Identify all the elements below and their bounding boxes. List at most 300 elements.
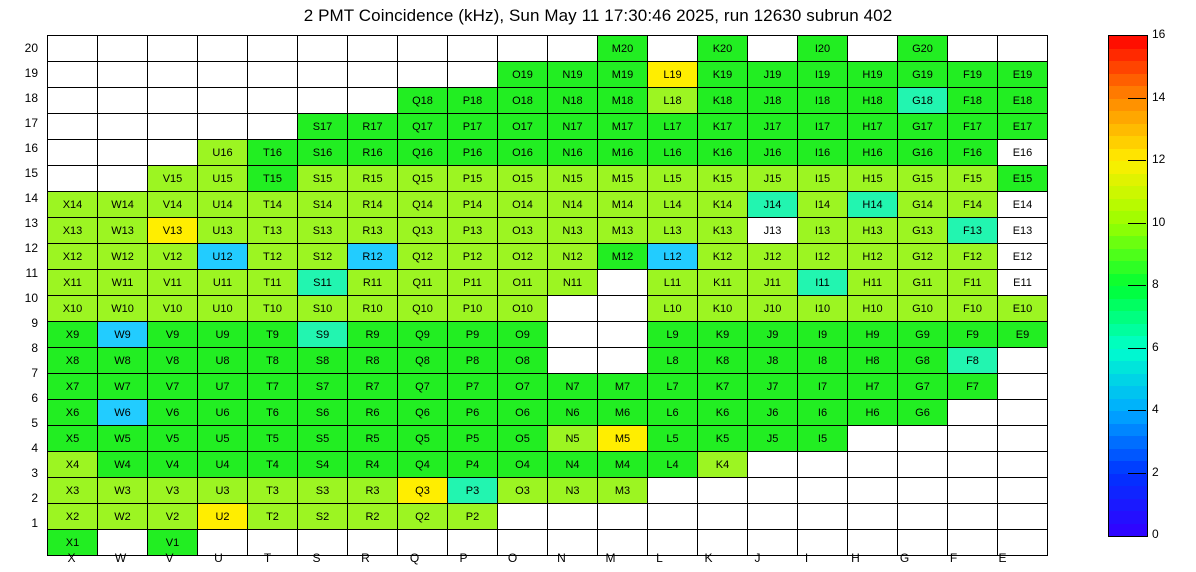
heatmap-cell[interactable]: Q16 xyxy=(398,140,448,166)
heatmap-cell[interactable]: U8 xyxy=(198,348,248,374)
heatmap-cell[interactable] xyxy=(598,504,648,530)
heatmap-cell[interactable]: Q12 xyxy=(398,244,448,270)
heatmap-cell[interactable]: K18 xyxy=(698,88,748,114)
heatmap-cell[interactable] xyxy=(748,452,798,478)
heatmap-cell[interactable]: V14 xyxy=(148,192,198,218)
heatmap-cell[interactable]: I6 xyxy=(798,400,848,426)
heatmap-cell[interactable]: G13 xyxy=(898,218,948,244)
heatmap-cell[interactable] xyxy=(498,36,548,62)
heatmap-cell[interactable]: P11 xyxy=(448,270,498,296)
heatmap-cell[interactable]: K12 xyxy=(698,244,748,270)
heatmap-cell[interactable]: M5 xyxy=(598,426,648,452)
heatmap-cell[interactable]: P15 xyxy=(448,166,498,192)
heatmap-cell[interactable] xyxy=(98,62,148,88)
heatmap-cell[interactable]: R4 xyxy=(348,452,398,478)
heatmap-cell[interactable]: Q14 xyxy=(398,192,448,218)
heatmap-cell[interactable]: L4 xyxy=(648,452,698,478)
heatmap-cell[interactable] xyxy=(798,504,848,530)
heatmap-cell[interactable] xyxy=(98,36,148,62)
heatmap-cell[interactable] xyxy=(848,478,898,504)
heatmap-cell[interactable]: E14 xyxy=(998,192,1048,218)
heatmap-cell[interactable]: X8 xyxy=(48,348,98,374)
heatmap-cell[interactable]: K15 xyxy=(698,166,748,192)
heatmap-cell[interactable] xyxy=(298,88,348,114)
heatmap-cell[interactable]: O3 xyxy=(498,478,548,504)
heatmap-cell[interactable]: P2 xyxy=(448,504,498,530)
heatmap-cell[interactable] xyxy=(448,36,498,62)
heatmap-cell[interactable]: V9 xyxy=(148,322,198,348)
heatmap-cell[interactable] xyxy=(98,140,148,166)
heatmap-cell[interactable]: G18 xyxy=(898,88,948,114)
heatmap-cell[interactable]: L9 xyxy=(648,322,698,348)
heatmap-cell[interactable]: V4 xyxy=(148,452,198,478)
heatmap-cell[interactable]: T2 xyxy=(248,504,298,530)
heatmap-cell[interactable]: M18 xyxy=(598,88,648,114)
heatmap-cell[interactable]: H18 xyxy=(848,88,898,114)
heatmap-cell[interactable]: E9 xyxy=(998,322,1048,348)
heatmap-cell[interactable]: X12 xyxy=(48,244,98,270)
heatmap-cell[interactable]: O17 xyxy=(498,114,548,140)
heatmap-cell[interactable]: I12 xyxy=(798,244,848,270)
heatmap-cell[interactable] xyxy=(698,504,748,530)
heatmap-cell[interactable]: S3 xyxy=(298,478,348,504)
heatmap-cell[interactable]: S12 xyxy=(298,244,348,270)
heatmap-cell[interactable] xyxy=(998,452,1048,478)
heatmap-cell[interactable] xyxy=(998,374,1048,400)
heatmap-cell[interactable]: E19 xyxy=(998,62,1048,88)
heatmap-cell[interactable] xyxy=(348,36,398,62)
heatmap-cell[interactable]: M13 xyxy=(598,218,648,244)
heatmap-cell[interactable] xyxy=(598,270,648,296)
heatmap-cell[interactable]: M4 xyxy=(598,452,648,478)
heatmap-cell[interactable]: E16 xyxy=(998,140,1048,166)
heatmap-cell[interactable]: L14 xyxy=(648,192,698,218)
heatmap-cell[interactable]: X4 xyxy=(48,452,98,478)
heatmap-cell[interactable]: L12 xyxy=(648,244,698,270)
heatmap-cell[interactable]: V13 xyxy=(148,218,198,244)
heatmap-cell[interactable]: L18 xyxy=(648,88,698,114)
heatmap-cell[interactable]: O18 xyxy=(498,88,548,114)
heatmap-cell[interactable]: H11 xyxy=(848,270,898,296)
heatmap-cell[interactable]: U14 xyxy=(198,192,248,218)
heatmap-cell[interactable]: P18 xyxy=(448,88,498,114)
heatmap-cell[interactable]: N3 xyxy=(548,478,598,504)
heatmap-cell[interactable] xyxy=(998,400,1048,426)
heatmap-cell[interactable]: Q15 xyxy=(398,166,448,192)
heatmap-cell[interactable]: Q10 xyxy=(398,296,448,322)
heatmap-cell[interactable]: G7 xyxy=(898,374,948,400)
heatmap-cell[interactable] xyxy=(98,114,148,140)
heatmap-cell[interactable]: T12 xyxy=(248,244,298,270)
heatmap-cell[interactable]: V15 xyxy=(148,166,198,192)
heatmap-cell[interactable]: G12 xyxy=(898,244,948,270)
heatmap-cell[interactable]: W6 xyxy=(98,400,148,426)
heatmap-cell[interactable]: S16 xyxy=(298,140,348,166)
heatmap-cell[interactable]: G8 xyxy=(898,348,948,374)
heatmap-cell[interactable]: S14 xyxy=(298,192,348,218)
heatmap-cell[interactable]: K17 xyxy=(698,114,748,140)
heatmap-cell[interactable]: H14 xyxy=(848,192,898,218)
heatmap-cell[interactable]: L19 xyxy=(648,62,698,88)
heatmap-cell[interactable]: X6 xyxy=(48,400,98,426)
heatmap-cell[interactable] xyxy=(598,322,648,348)
heatmap-cell[interactable]: G10 xyxy=(898,296,948,322)
heatmap-cell[interactable] xyxy=(548,322,598,348)
heatmap-cell[interactable]: K14 xyxy=(698,192,748,218)
heatmap-cell[interactable]: K8 xyxy=(698,348,748,374)
heatmap-cell[interactable] xyxy=(748,504,798,530)
heatmap-cell[interactable]: I8 xyxy=(798,348,848,374)
heatmap-cell[interactable] xyxy=(948,452,998,478)
heatmap-cell[interactable]: H13 xyxy=(848,218,898,244)
heatmap-cell[interactable] xyxy=(348,88,398,114)
heatmap-cell[interactable]: T3 xyxy=(248,478,298,504)
heatmap-cell[interactable]: J6 xyxy=(748,400,798,426)
heatmap-cell[interactable]: H12 xyxy=(848,244,898,270)
heatmap-cell[interactable]: O6 xyxy=(498,400,548,426)
heatmap-cell[interactable]: V11 xyxy=(148,270,198,296)
heatmap-cell[interactable]: N18 xyxy=(548,88,598,114)
heatmap-cell[interactable] xyxy=(148,88,198,114)
heatmap-cell[interactable]: V12 xyxy=(148,244,198,270)
heatmap-cell[interactable]: Q17 xyxy=(398,114,448,140)
heatmap-cell[interactable] xyxy=(848,452,898,478)
heatmap-cell[interactable]: W5 xyxy=(98,426,148,452)
heatmap-cell[interactable] xyxy=(48,166,98,192)
heatmap-cell[interactable]: M20 xyxy=(598,36,648,62)
heatmap-cell[interactable]: P9 xyxy=(448,322,498,348)
heatmap-cell[interactable]: H6 xyxy=(848,400,898,426)
heatmap-cell[interactable]: J19 xyxy=(748,62,798,88)
heatmap-cell[interactable] xyxy=(898,452,948,478)
heatmap-cell[interactable]: W3 xyxy=(98,478,148,504)
heatmap-cell[interactable] xyxy=(798,478,848,504)
heatmap-cell[interactable]: W14 xyxy=(98,192,148,218)
heatmap-cell[interactable]: H10 xyxy=(848,296,898,322)
heatmap-cell[interactable]: H19 xyxy=(848,62,898,88)
heatmap-cell[interactable]: O16 xyxy=(498,140,548,166)
heatmap-cell[interactable] xyxy=(898,478,948,504)
heatmap-cell[interactable]: M15 xyxy=(598,166,648,192)
heatmap-cell[interactable] xyxy=(48,62,98,88)
heatmap-cell[interactable]: X5 xyxy=(48,426,98,452)
heatmap-cell[interactable]: K7 xyxy=(698,374,748,400)
heatmap-cell[interactable]: G20 xyxy=(898,36,948,62)
heatmap-cell[interactable]: I9 xyxy=(798,322,848,348)
heatmap-cell[interactable]: O10 xyxy=(498,296,548,322)
heatmap-cell[interactable]: L11 xyxy=(648,270,698,296)
heatmap-cell[interactable]: P16 xyxy=(448,140,498,166)
heatmap-cell[interactable]: S10 xyxy=(298,296,348,322)
heatmap-cell[interactable]: M12 xyxy=(598,244,648,270)
heatmap-cell[interactable]: T6 xyxy=(248,400,298,426)
heatmap-cell[interactable]: W4 xyxy=(98,452,148,478)
heatmap-cell[interactable] xyxy=(198,36,248,62)
heatmap-cell[interactable] xyxy=(298,62,348,88)
heatmap-cell[interactable]: T5 xyxy=(248,426,298,452)
heatmap-cell[interactable] xyxy=(198,88,248,114)
heatmap-cell[interactable]: O13 xyxy=(498,218,548,244)
heatmap-cell[interactable]: I20 xyxy=(798,36,848,62)
heatmap-cell[interactable]: P13 xyxy=(448,218,498,244)
heatmap-cell[interactable]: R7 xyxy=(348,374,398,400)
heatmap-cell[interactable]: R14 xyxy=(348,192,398,218)
heatmap-cell[interactable]: S13 xyxy=(298,218,348,244)
heatmap-cell[interactable]: F15 xyxy=(948,166,998,192)
heatmap-cell[interactable]: O4 xyxy=(498,452,548,478)
heatmap-cell[interactable]: R10 xyxy=(348,296,398,322)
heatmap-cell[interactable]: M7 xyxy=(598,374,648,400)
heatmap-cell[interactable]: H17 xyxy=(848,114,898,140)
heatmap-cell[interactable] xyxy=(848,504,898,530)
heatmap-cell[interactable] xyxy=(848,426,898,452)
heatmap-cell[interactable]: R11 xyxy=(348,270,398,296)
heatmap-cell[interactable]: Q4 xyxy=(398,452,448,478)
heatmap-cell[interactable]: U13 xyxy=(198,218,248,244)
heatmap-cell[interactable] xyxy=(998,478,1048,504)
heatmap-cell[interactable]: R13 xyxy=(348,218,398,244)
heatmap-cell[interactable]: K4 xyxy=(698,452,748,478)
heatmap-cell[interactable]: P5 xyxy=(448,426,498,452)
heatmap-cell[interactable]: F9 xyxy=(948,322,998,348)
heatmap-cell[interactable]: Q2 xyxy=(398,504,448,530)
heatmap-cell[interactable]: N16 xyxy=(548,140,598,166)
heatmap-cell[interactable]: Q9 xyxy=(398,322,448,348)
heatmap-cell[interactable]: X3 xyxy=(48,478,98,504)
heatmap-cell[interactable]: J16 xyxy=(748,140,798,166)
heatmap-cell[interactable]: P17 xyxy=(448,114,498,140)
heatmap-cell[interactable]: V2 xyxy=(148,504,198,530)
heatmap-cell[interactable] xyxy=(298,36,348,62)
heatmap-cell[interactable]: S4 xyxy=(298,452,348,478)
heatmap-cell[interactable]: S5 xyxy=(298,426,348,452)
heatmap-cell[interactable]: N12 xyxy=(548,244,598,270)
heatmap-cell[interactable]: T15 xyxy=(248,166,298,192)
heatmap-cell[interactable]: F14 xyxy=(948,192,998,218)
heatmap-cell[interactable] xyxy=(948,504,998,530)
heatmap-cell[interactable]: M19 xyxy=(598,62,648,88)
heatmap-cell[interactable]: G16 xyxy=(898,140,948,166)
heatmap-cell[interactable]: Q11 xyxy=(398,270,448,296)
heatmap-cell[interactable]: O12 xyxy=(498,244,548,270)
heatmap-cell[interactable]: L8 xyxy=(648,348,698,374)
heatmap-cell[interactable]: J12 xyxy=(748,244,798,270)
heatmap-cell[interactable]: L6 xyxy=(648,400,698,426)
heatmap-cell[interactable] xyxy=(248,62,298,88)
heatmap-cell[interactable]: T7 xyxy=(248,374,298,400)
heatmap-cell[interactable] xyxy=(598,348,648,374)
heatmap-cell[interactable]: U9 xyxy=(198,322,248,348)
heatmap-cell[interactable]: R16 xyxy=(348,140,398,166)
heatmap-cell[interactable]: I14 xyxy=(798,192,848,218)
heatmap-cell[interactable]: G6 xyxy=(898,400,948,426)
heatmap-cell[interactable]: R15 xyxy=(348,166,398,192)
heatmap-cell[interactable]: T16 xyxy=(248,140,298,166)
heatmap-cell[interactable]: M16 xyxy=(598,140,648,166)
heatmap-cell[interactable]: P12 xyxy=(448,244,498,270)
heatmap-cell[interactable]: F11 xyxy=(948,270,998,296)
heatmap-cell[interactable]: K5 xyxy=(698,426,748,452)
heatmap-cell[interactable]: I7 xyxy=(798,374,848,400)
heatmap-cell[interactable]: K11 xyxy=(698,270,748,296)
heatmap-cell[interactable]: F17 xyxy=(948,114,998,140)
heatmap-cell[interactable]: N14 xyxy=(548,192,598,218)
heatmap-cell[interactable]: T10 xyxy=(248,296,298,322)
heatmap-cell[interactable]: E18 xyxy=(998,88,1048,114)
heatmap-cell[interactable]: R9 xyxy=(348,322,398,348)
heatmap-cell[interactable]: Q7 xyxy=(398,374,448,400)
heatmap-cell[interactable]: G19 xyxy=(898,62,948,88)
heatmap-cell[interactable] xyxy=(698,478,748,504)
heatmap-cell[interactable]: L7 xyxy=(648,374,698,400)
heatmap-cell[interactable] xyxy=(948,400,998,426)
heatmap-cell[interactable]: E10 xyxy=(998,296,1048,322)
heatmap-cell[interactable] xyxy=(98,166,148,192)
heatmap-cell[interactable]: R2 xyxy=(348,504,398,530)
heatmap-cell[interactable]: N4 xyxy=(548,452,598,478)
heatmap-cell[interactable]: O8 xyxy=(498,348,548,374)
heatmap-cell[interactable]: P7 xyxy=(448,374,498,400)
heatmap-cell[interactable] xyxy=(248,88,298,114)
heatmap-cell[interactable]: H7 xyxy=(848,374,898,400)
heatmap-cell[interactable]: G15 xyxy=(898,166,948,192)
heatmap-cell[interactable]: E13 xyxy=(998,218,1048,244)
heatmap-cell[interactable]: I17 xyxy=(798,114,848,140)
heatmap-cell[interactable]: T4 xyxy=(248,452,298,478)
heatmap-cell[interactable]: S9 xyxy=(298,322,348,348)
heatmap-cell[interactable] xyxy=(648,504,698,530)
heatmap-cell[interactable] xyxy=(48,88,98,114)
heatmap-cell[interactable]: L15 xyxy=(648,166,698,192)
heatmap-cell[interactable] xyxy=(248,114,298,140)
heatmap-cell[interactable]: U11 xyxy=(198,270,248,296)
heatmap-cell[interactable]: V10 xyxy=(148,296,198,322)
heatmap-cell[interactable]: J8 xyxy=(748,348,798,374)
heatmap-cell[interactable]: X7 xyxy=(48,374,98,400)
heatmap-cell[interactable] xyxy=(198,114,248,140)
heatmap-cell[interactable]: U3 xyxy=(198,478,248,504)
heatmap-cell[interactable]: X13 xyxy=(48,218,98,244)
heatmap-cell[interactable]: H9 xyxy=(848,322,898,348)
heatmap-cell[interactable]: K19 xyxy=(698,62,748,88)
heatmap-cell[interactable]: I13 xyxy=(798,218,848,244)
heatmap-cell[interactable]: G9 xyxy=(898,322,948,348)
heatmap-cell[interactable] xyxy=(648,478,698,504)
heatmap-cell[interactable]: E11 xyxy=(998,270,1048,296)
heatmap-cell[interactable]: V7 xyxy=(148,374,198,400)
heatmap-cell[interactable]: O14 xyxy=(498,192,548,218)
heatmap-cell[interactable]: M3 xyxy=(598,478,648,504)
heatmap-cell[interactable]: J10 xyxy=(748,296,798,322)
heatmap-cell[interactable] xyxy=(148,36,198,62)
heatmap-cell[interactable] xyxy=(798,452,848,478)
heatmap-cell[interactable] xyxy=(398,36,448,62)
heatmap-cell[interactable]: R3 xyxy=(348,478,398,504)
heatmap-cell[interactable]: N11 xyxy=(548,270,598,296)
heatmap-cell[interactable]: U2 xyxy=(198,504,248,530)
heatmap-cell[interactable] xyxy=(548,504,598,530)
heatmap-cell[interactable] xyxy=(948,426,998,452)
heatmap-cell[interactable] xyxy=(348,62,398,88)
heatmap-cell[interactable]: X9 xyxy=(48,322,98,348)
heatmap-cell[interactable]: X2 xyxy=(48,504,98,530)
heatmap-cell[interactable]: O15 xyxy=(498,166,548,192)
heatmap-cell[interactable]: Q6 xyxy=(398,400,448,426)
heatmap-cell[interactable]: P14 xyxy=(448,192,498,218)
heatmap-cell[interactable]: L5 xyxy=(648,426,698,452)
heatmap-cell[interactable] xyxy=(398,62,448,88)
heatmap-cell[interactable]: Q13 xyxy=(398,218,448,244)
heatmap-cell[interactable]: T9 xyxy=(248,322,298,348)
heatmap-cell[interactable] xyxy=(48,140,98,166)
heatmap-cell[interactable]: I15 xyxy=(798,166,848,192)
heatmap-cell[interactable]: N17 xyxy=(548,114,598,140)
heatmap-cell[interactable] xyxy=(748,478,798,504)
heatmap-cell[interactable]: R6 xyxy=(348,400,398,426)
heatmap-cell[interactable]: U5 xyxy=(198,426,248,452)
heatmap-cell[interactable]: N13 xyxy=(548,218,598,244)
heatmap-cell[interactable]: R12 xyxy=(348,244,398,270)
heatmap-cell[interactable]: Q18 xyxy=(398,88,448,114)
heatmap-cell[interactable]: V1 xyxy=(148,530,198,556)
heatmap-cell[interactable]: J9 xyxy=(748,322,798,348)
heatmap-cell[interactable]: W10 xyxy=(98,296,148,322)
heatmap-cell[interactable]: K13 xyxy=(698,218,748,244)
heatmap-cell[interactable]: F16 xyxy=(948,140,998,166)
heatmap-cell[interactable]: L13 xyxy=(648,218,698,244)
heatmap-cell[interactable]: R5 xyxy=(348,426,398,452)
heatmap-cell[interactable]: O11 xyxy=(498,270,548,296)
heatmap-cell[interactable]: E15 xyxy=(998,166,1048,192)
heatmap-cell[interactable]: W11 xyxy=(98,270,148,296)
heatmap-cell[interactable]: U15 xyxy=(198,166,248,192)
heatmap-cell[interactable] xyxy=(48,36,98,62)
heatmap-cell[interactable]: F13 xyxy=(948,218,998,244)
heatmap-cell[interactable]: V8 xyxy=(148,348,198,374)
heatmap-cell[interactable] xyxy=(648,36,698,62)
heatmap-cell[interactable]: W9 xyxy=(98,322,148,348)
heatmap-cell[interactable] xyxy=(148,62,198,88)
heatmap-cell[interactable]: G14 xyxy=(898,192,948,218)
heatmap-cell[interactable] xyxy=(98,88,148,114)
heatmap-cell[interactable]: S7 xyxy=(298,374,348,400)
heatmap-cell[interactable] xyxy=(898,504,948,530)
heatmap-cell[interactable]: H8 xyxy=(848,348,898,374)
heatmap-cell[interactable]: N19 xyxy=(548,62,598,88)
heatmap-cell[interactable]: G11 xyxy=(898,270,948,296)
heatmap-cell[interactable]: O9 xyxy=(498,322,548,348)
heatmap-cell[interactable]: P8 xyxy=(448,348,498,374)
heatmap-cell[interactable] xyxy=(448,62,498,88)
heatmap-cell[interactable]: X10 xyxy=(48,296,98,322)
heatmap-cell[interactable]: W12 xyxy=(98,244,148,270)
heatmap-cell[interactable]: S11 xyxy=(298,270,348,296)
heatmap-cell[interactable]: I19 xyxy=(798,62,848,88)
heatmap-cell[interactable]: I16 xyxy=(798,140,848,166)
heatmap-cell[interactable]: K10 xyxy=(698,296,748,322)
heatmap-cell[interactable]: N6 xyxy=(548,400,598,426)
heatmap-cell[interactable]: J18 xyxy=(748,88,798,114)
heatmap-cell[interactable]: S8 xyxy=(298,348,348,374)
heatmap-cell[interactable] xyxy=(598,296,648,322)
heatmap-cell[interactable]: W2 xyxy=(98,504,148,530)
heatmap-cell[interactable]: I18 xyxy=(798,88,848,114)
heatmap-cell[interactable]: T14 xyxy=(248,192,298,218)
heatmap-cell[interactable]: J15 xyxy=(748,166,798,192)
heatmap-cell[interactable]: R8 xyxy=(348,348,398,374)
heatmap-cell[interactable]: U4 xyxy=(198,452,248,478)
heatmap-cell[interactable]: S15 xyxy=(298,166,348,192)
